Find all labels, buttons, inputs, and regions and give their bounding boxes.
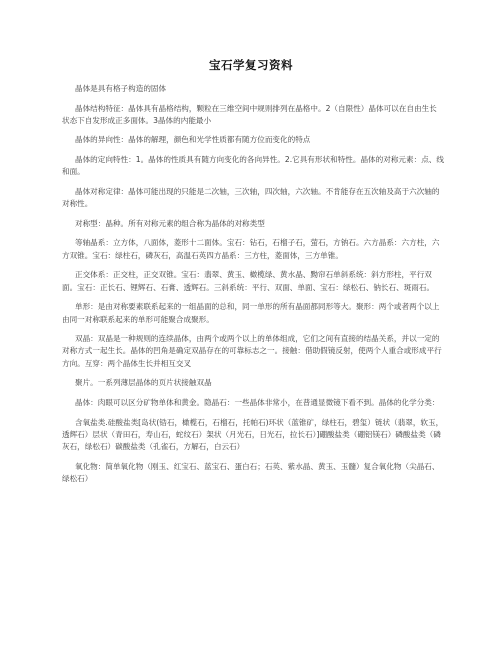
paragraph: 氧化物：简单氧化物（刚玉、红宝石、蓝宝石、蛋白石；石英、紫水晶、黄玉、玉髓）复合氧化物（尖晶石、绿松石） (62, 461, 440, 483)
paragraph: 含氧盐类.硅酸盐类[岛状(锆石，橄榄石，石榴石，托帕石)环状（蓝锥矿，绿柱石，碧玺）链状（翡翠，软玉，透辉石）层状（青田石，寿山石，蛇纹石）架状（月光石，日光石，拉长石）]硼酸盐类（硼铝镁石）磷酸盐类（磷灰石，绿松石）碳酸盐类（孔雀石，方解石，白云石） (62, 417, 444, 452)
paragraph: 晶体：肉眼可以区分矿物单体和黄金。隐晶石：一些晶体非常小，在普通显微镜下看不到。晶体的化学分类： (75, 397, 440, 407)
paragraph: 正交体系：正交柱，正交双锥。宝石：翡翠、黄玉、橄榄绿、黄水晶、黝帘石单斜系统：斜方形柱，平行双面。宝石：正长石、锂辉石、石膏、透辉石。三斜系统：平行、双面、单面、宝石：绿松石、钠长石、斑雨石。 (62, 270, 435, 292)
paragraph: 晶体结构特征：晶体具有晶格结构，颗粒在三维空间中规则排列在晶格中。2（自限性）晶体可以在自由生长状态下自发形成正多面体。3晶体的内能最小 (62, 103, 437, 125)
paragraph: 晶体的异向性：晶体的解理，颜色和光学性质都有随方位而变化的特点 (75, 135, 311, 145)
paragraph: 对称型：晶种。所有对称元素的组合称为晶体的对称类型 (75, 218, 265, 228)
document-title: 宝石学复习资料 (209, 58, 293, 72)
paragraph: 聚片。一系列薄层晶体的页片状接触双晶 (75, 378, 212, 388)
paragraph: 等轴晶系：立方体，八面体，菱形十二面体。宝石：钻石，石榴子石，萤石，方钠石。六方晶系：六方柱，六方双锥。宝石：绿柱石，磷灰石，高温石英四方晶系：三方柱，菱面体，三方单锥。 (62, 238, 440, 260)
paragraph: 双晶：双晶是一种规则的连续晶体，由两个或两个以上的单体组成，它们之间有直接的结晶关系，并以一定的对称方式一起生长。晶体的凹角是确定双晶存在的可靠标志之一。接触：借助假镜反射，使两个人重合或形成平行方向。互穿：两个晶体生长并相互交叉 (62, 334, 442, 368)
paragraph: 单形：是由对称要素联系起来的一组晶面的总和，同一单形的所有晶面都同形等大。聚形：两个或者两个以上由同一对称联系起来的单形可能聚合成聚形。 (62, 302, 440, 324)
document-body (62, 83, 444, 493)
paragraph: 晶体的定向特性：1。晶体的性质具有随方向变化的各向异性。2.它具有形状和特性。晶体的对称元素：点、线和面。 (62, 155, 444, 177)
paragraph: 晶体是具有格子构造的固体 (75, 84, 167, 93)
paragraph: 晶体对称定律：晶体可能出现的只能是二次轴，三次轴，四次轴，六次轴。不肯能存在五次轴及高于六次轴的对称性。 (62, 186, 440, 209)
